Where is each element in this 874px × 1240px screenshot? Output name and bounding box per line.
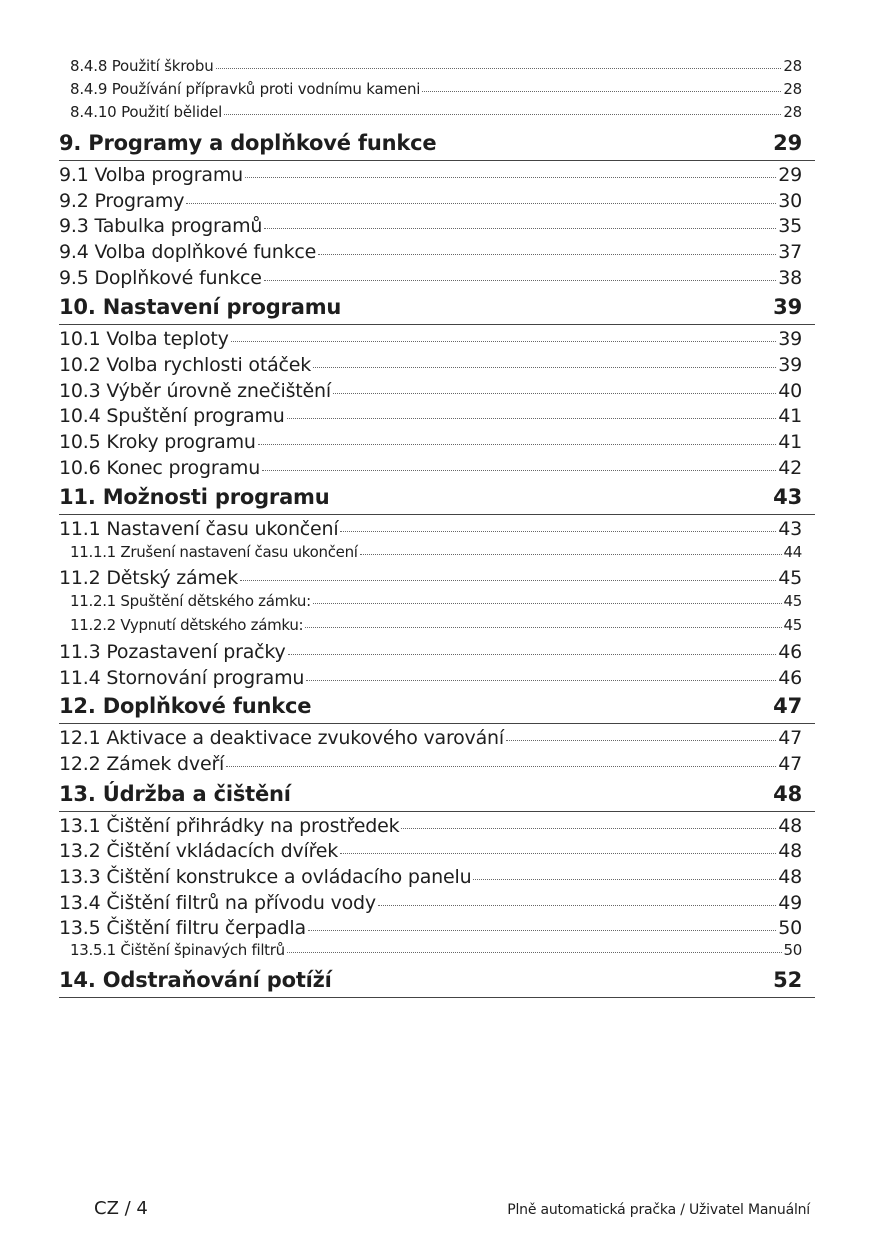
toc-section[interactable]	[59, 241, 802, 263]
toc-entry-page: 39	[773, 295, 802, 319]
toc-entry-page: 41	[778, 405, 802, 427]
toc-section[interactable]	[59, 753, 802, 775]
toc-entry-page: 47	[778, 727, 802, 749]
toc-section[interactable]	[59, 267, 802, 289]
toc-entry-page: 48	[773, 782, 802, 806]
toc-entry-page: 48	[778, 815, 802, 837]
toc-entry-title: 12.1 Aktivace a deaktivace zvukového varování	[59, 727, 504, 749]
dot-leader	[306, 680, 776, 681]
toc-chapter[interactable]	[59, 694, 815, 724]
toc-entry-title: 13. Údržba a čištění	[59, 782, 291, 806]
toc-entry-title: 8.4.9 Používání přípravků proti vodnímu kameni	[70, 80, 421, 98]
toc-section[interactable]	[59, 567, 802, 589]
toc-chapter[interactable]	[59, 968, 815, 998]
toc-section[interactable]	[59, 457, 802, 479]
dot-leader	[318, 254, 776, 255]
toc-entry-page: 49	[778, 892, 802, 914]
toc-entry-title: 12. Doplňkové funkce	[59, 694, 312, 718]
document-title: Plně automatická pračka / Uživatel Manuální	[507, 1202, 810, 1218]
toc-section[interactable]	[59, 866, 802, 888]
toc-entry-title: 11.2 Dětský zámek	[59, 567, 239, 589]
toc-entry-page: 46	[778, 667, 802, 689]
dot-leader	[224, 114, 781, 115]
dot-leader	[264, 280, 776, 281]
toc-subsection[interactable]	[70, 616, 802, 634]
toc-entry-page: 50	[783, 941, 802, 959]
dot-leader	[308, 930, 776, 931]
toc-entry-title: 9.3 Tabulka programů	[59, 215, 263, 237]
toc-section[interactable]	[59, 328, 802, 350]
dot-leader	[473, 879, 776, 880]
toc-subsection[interactable]	[70, 941, 802, 959]
toc-entry-page: 44	[783, 543, 802, 561]
toc-entry-title: 13.5 Čištění filtru čerpadla	[59, 917, 306, 939]
dot-leader	[258, 444, 776, 445]
toc-entry-title: 13.4 Čištění filtrů na přívodu vody	[59, 892, 376, 914]
toc-section[interactable]	[59, 215, 802, 237]
toc-entry-title: 11.1 Nastavení času ukončení	[59, 518, 339, 540]
toc-subsection[interactable]	[70, 592, 802, 610]
toc-entry-title: 10.5 Kroky programu	[59, 431, 256, 453]
toc-entry-page: 29	[773, 131, 802, 155]
dot-leader	[216, 68, 782, 69]
toc-entry-title: 10.4 Spuštění programu	[59, 405, 285, 427]
toc-entry-page: 43	[778, 518, 802, 540]
toc-entry-page: 30	[778, 190, 802, 212]
toc-entry-title: 10.6 Konec programu	[59, 457, 261, 479]
dot-leader	[288, 654, 777, 655]
toc-section[interactable]	[59, 917, 802, 939]
dot-leader	[287, 418, 777, 419]
toc-entry-page: 28	[783, 80, 802, 98]
toc-entry-title: 9.2 Programy	[59, 190, 185, 212]
toc-entry-title: 9.5 Doplňkové funkce	[59, 267, 262, 289]
toc-entry-page: 38	[778, 267, 802, 289]
toc-entry-title: 9.4 Volba doplňkové funkce	[59, 241, 317, 263]
toc-entry-title: 11.4 Stornování programu	[59, 667, 305, 689]
toc-entry-title: 9. Programy a doplňkové funkce	[59, 131, 437, 155]
toc-entry-title: 10. Nastavení programu	[59, 295, 342, 319]
toc-entry-title: 12.2 Zámek dveří	[59, 753, 225, 775]
toc-entry-page: 29	[778, 164, 802, 186]
dot-leader	[287, 952, 782, 953]
dot-leader	[340, 531, 776, 532]
dot-leader	[226, 766, 776, 767]
toc-entry-page: 28	[783, 103, 802, 121]
toc-entry-title: 13.1 Čištění přihrádky na prostředek	[59, 815, 400, 837]
dot-leader	[245, 177, 776, 178]
dot-leader	[305, 627, 781, 628]
toc-entry-title: 11. Možnosti programu	[59, 485, 330, 509]
toc-entry-title: 11.3 Pozastavení pračky	[59, 641, 286, 663]
dot-leader	[313, 367, 776, 368]
toc-entry-page: 37	[778, 241, 802, 263]
toc-entry-page: 47	[778, 753, 802, 775]
toc-entry-page: 28	[783, 57, 802, 75]
toc-entry-title: 8.4.10 Použití bělidel	[70, 103, 223, 121]
toc-entry-title: 13.5.1 Čištění špinavých filtrů	[70, 941, 285, 959]
toc-entry-page: 42	[778, 457, 802, 479]
toc-entry-page: 52	[773, 968, 802, 992]
dot-leader	[186, 203, 776, 204]
toc-entry-page: 39	[778, 354, 802, 376]
toc-section[interactable]	[59, 892, 802, 914]
toc-entry-page: 45	[783, 616, 802, 634]
dot-leader	[333, 393, 776, 394]
page-number: CZ / 4	[94, 1198, 148, 1219]
toc-section[interactable]	[59, 354, 802, 376]
dot-leader	[313, 603, 782, 604]
toc-entry-title: 11.2.2 Vypnutí dětského zámku:	[70, 616, 304, 634]
toc-entry-page: 45	[778, 567, 802, 589]
toc-section[interactable]	[59, 190, 802, 212]
dot-leader	[401, 828, 776, 829]
toc-chapter[interactable]	[59, 295, 815, 325]
toc-entry-page: 48	[778, 866, 802, 888]
toc-chapter[interactable]	[59, 485, 815, 515]
dot-leader	[264, 228, 776, 229]
dot-leader	[231, 341, 777, 342]
toc-entry-title: 13.3 Čištění konstrukce a ovládacího panelu	[59, 866, 472, 888]
toc-entry-title: 13.2 Čištění vkládacích dvířek	[59, 840, 339, 862]
toc-entry-title: 10.3 Výběr úrovně znečištění	[59, 380, 331, 402]
toc-section[interactable]	[59, 667, 802, 689]
toc-subsection[interactable]	[70, 103, 802, 121]
toc-section[interactable]	[59, 727, 802, 749]
toc-section[interactable]	[59, 405, 802, 427]
toc-entry-page: 47	[773, 694, 802, 718]
toc-section[interactable]	[59, 380, 802, 402]
toc-section[interactable]	[59, 641, 802, 663]
toc-chapter[interactable]	[59, 131, 815, 161]
toc-entry-title: 10.1 Volba teploty	[59, 328, 229, 350]
toc-subsection[interactable]	[70, 57, 802, 75]
dot-leader	[506, 740, 776, 741]
toc-entry-page: 43	[773, 485, 802, 509]
toc-entry-title: 8.4.8 Použití škrobu	[70, 57, 214, 75]
dot-leader	[378, 905, 776, 906]
toc-entry-title: 10.2 Volba rychlosti otáček	[59, 354, 312, 376]
toc-entry-title: 14. Odstraňování potíží	[59, 968, 332, 992]
toc-entry-page: 45	[783, 592, 802, 610]
toc-entry-page: 41	[778, 431, 802, 453]
toc-entry-title: 11.1.1 Zrušení nastavení času ukončení	[70, 543, 358, 561]
toc-subsection[interactable]	[70, 543, 802, 561]
dot-leader	[422, 91, 781, 92]
toc-section[interactable]	[59, 840, 802, 862]
dot-leader	[360, 554, 782, 555]
toc-entry-title: 9.1 Volba programu	[59, 164, 243, 186]
toc-subsection[interactable]	[70, 80, 802, 98]
toc-entry-title: 11.2.1 Spuštění dětského zámku:	[70, 592, 311, 610]
toc-entry-page: 35	[778, 215, 802, 237]
toc-section[interactable]	[59, 431, 802, 453]
toc-entry-page: 39	[778, 328, 802, 350]
toc-entry-page: 50	[778, 917, 802, 939]
toc-section[interactable]	[59, 164, 802, 186]
toc-entry-page: 48	[778, 840, 802, 862]
toc-entry-page: 40	[778, 380, 802, 402]
dot-leader	[340, 853, 776, 854]
dot-leader	[262, 470, 776, 471]
dot-leader	[240, 580, 776, 581]
toc-entry-page: 46	[778, 641, 802, 663]
toc-section[interactable]	[59, 518, 802, 540]
toc-section[interactable]	[59, 815, 802, 837]
toc-chapter[interactable]	[59, 782, 815, 812]
